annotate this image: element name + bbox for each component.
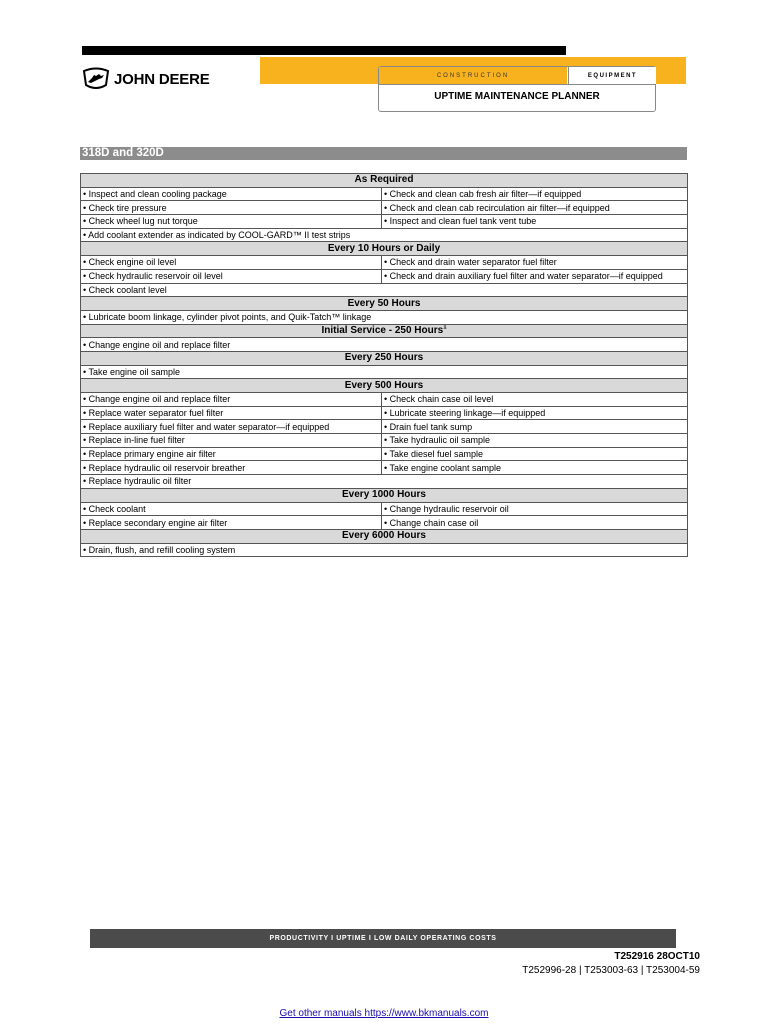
task-cell: • Check engine oil level — [81, 256, 382, 270]
interval-header: Every 500 Hours — [81, 379, 688, 393]
john-deere-logo — [82, 65, 210, 93]
task-cell: • Check and clean cab fresh air filter—if equipped — [382, 187, 688, 201]
reference-numbers: T252996-28 | T253003-63 | T253004-59 — [522, 965, 700, 976]
task-cell: • Lubricate steering linkage—if equipped — [382, 406, 688, 420]
task-cell: • Drain fuel tank sump — [382, 420, 688, 434]
document-title: UPTIME MAINTENANCE PLANNER — [434, 91, 600, 102]
task-cell: • Lubricate boom linkage, cylinder pivot points, and Quik-Tatch™ linkage — [81, 310, 688, 324]
task-cell: • Check coolant — [81, 502, 382, 516]
task-cell: • Replace primary engine air filter — [81, 447, 382, 461]
header-box — [378, 66, 656, 112]
task-cell: • Inspect and clean cooling package — [81, 187, 382, 201]
interval-header: As Required — [81, 174, 688, 188]
footer-tagline: PRODUCTIVITY I UPTIME I LOW DAILY OPERATING COSTS — [269, 935, 497, 942]
interval-header-text: Initial Service - 250 Hours — [321, 324, 444, 336]
task-cell: • Replace hydraulic oil reservoir breather — [81, 461, 382, 475]
task-cell: • Change engine oil and replace filter — [81, 393, 382, 407]
interval-header: Every 6000 Hours — [81, 529, 688, 543]
deer-emblem-icon — [82, 67, 110, 91]
task-cell: • Replace secondary engine air filter — [81, 516, 382, 530]
task-cell: • Change engine oil and replace filter — [81, 338, 688, 352]
manuals-link[interactable]: Get other manuals https://www.bkmanuals.com — [279, 1008, 489, 1019]
header-divider — [379, 84, 655, 85]
construction-label: CONSTRUCTION — [379, 67, 567, 84]
task-cell: • Replace in-line fuel filter — [81, 434, 382, 448]
model-section-title: 318D and 320D — [80, 147, 687, 160]
maintenance-schedule-table — [80, 173, 688, 557]
footnote-marker: 1 — [443, 324, 447, 331]
task-cell: • Change hydraulic reservoir oil — [382, 502, 688, 516]
brand-name: JOHN DEERE — [114, 70, 210, 88]
task-cell: • Drain, flush, and refill cooling system — [81, 543, 688, 557]
interval-header: Every 250 Hours — [81, 351, 688, 365]
task-cell: • Add coolant extender as indicated by COOL-GARD™ II test strips — [81, 228, 688, 242]
task-cell: • Take diesel fuel sample — [382, 447, 688, 461]
task-cell: • Check and clean cab recirculation air filter—if equipped — [382, 201, 688, 215]
interval-header: Every 1000 Hours — [81, 488, 688, 502]
task-cell: • Replace water separator fuel filter — [81, 406, 382, 420]
interval-header: Every 10 Hours or Daily — [81, 242, 688, 256]
task-cell: • Check wheel lug nut torque — [81, 215, 382, 229]
top-black-bar — [82, 46, 566, 55]
task-cell: • Take hydraulic oil sample — [382, 434, 688, 448]
task-cell: • Check coolant level — [81, 283, 688, 297]
task-cell: • Check and drain auxiliary fuel filter and water separator—if equipped — [382, 269, 688, 283]
task-cell: • Check chain case oil level — [382, 393, 688, 407]
interval-header: Every 50 Hours — [81, 297, 688, 311]
task-cell: • Inspect and clean fuel tank vent tube — [382, 215, 688, 229]
interval-header — [81, 324, 688, 338]
task-cell: • Replace hydraulic oil filter — [81, 475, 688, 489]
task-cell: • Change chain case oil — [382, 516, 688, 530]
task-cell: • Check and drain water separator fuel filter — [382, 256, 688, 270]
footer-tagline-bar — [90, 929, 676, 948]
task-cell: • Replace auxiliary fuel filter and water separator—if equipped — [81, 420, 382, 434]
document-code: T252916 28OCT10 — [614, 951, 700, 962]
task-cell: • Take engine coolant sample — [382, 461, 688, 475]
task-cell: • Check hydraulic reservoir oil level — [81, 269, 382, 283]
task-cell: • Take engine oil sample — [81, 365, 688, 379]
equipment-label: EQUIPMENT — [568, 67, 656, 84]
task-cell: • Check tire pressure — [81, 201, 382, 215]
